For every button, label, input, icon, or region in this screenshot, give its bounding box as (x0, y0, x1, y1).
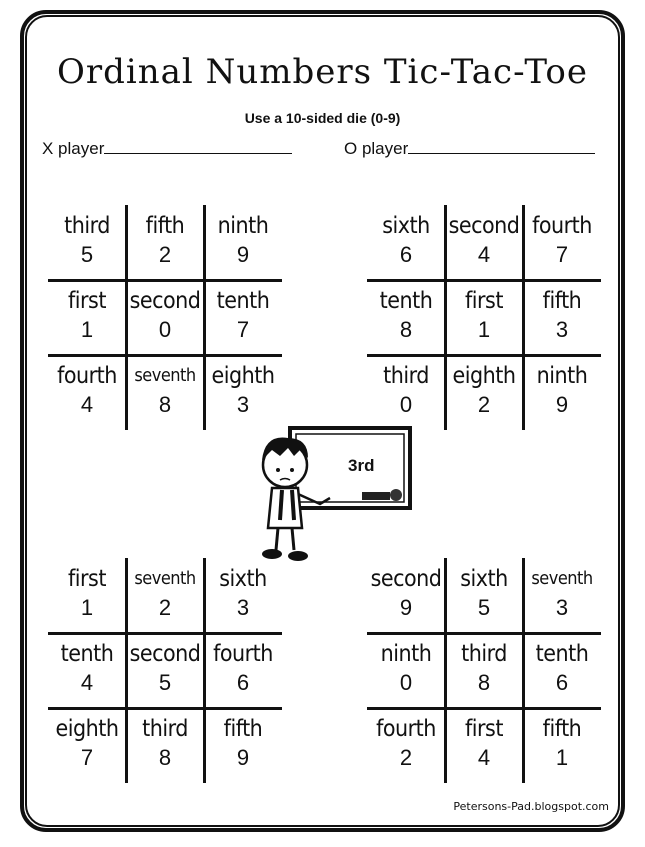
die-number: 0 (399, 392, 413, 417)
page-subtitle: Use a 10-sided die (0-9) (244, 110, 401, 126)
ordinal-word: sixth (219, 566, 267, 592)
ordinal-word: ninth (536, 363, 588, 389)
die-number: 3 (555, 595, 569, 620)
board-cell[interactable] (367, 280, 445, 355)
x-player-field[interactable] (42, 136, 292, 159)
die-number: 0 (399, 670, 413, 695)
ordinal-word: fourth (57, 363, 117, 389)
die-number: 8 (399, 317, 413, 342)
board-cell[interactable] (523, 205, 601, 280)
board-cell[interactable] (523, 633, 601, 708)
board-cell[interactable] (367, 355, 445, 430)
board-cell[interactable] (367, 633, 445, 708)
die-number: 4 (477, 242, 491, 267)
tic-tac-toe-board-2 (367, 205, 601, 430)
ordinal-word: first (68, 288, 106, 314)
ordinal-word: fourth (213, 641, 273, 667)
page-title: Ordinal Numbers Tic-Tac-Toe (56, 52, 589, 92)
die-number: 6 (236, 670, 250, 695)
die-number: 9 (236, 745, 250, 770)
chalkboard-text: 3rd (348, 456, 375, 475)
board-cell[interactable] (48, 708, 126, 783)
tic-tac-toe-board-3 (48, 558, 282, 783)
die-number: 8 (158, 745, 172, 770)
die-number: 5 (158, 670, 172, 695)
die-number: 7 (555, 242, 569, 267)
board-cell[interactable] (204, 205, 282, 280)
boy-at-chalkboard-illustration (250, 420, 420, 570)
ordinal-word: seventh (134, 365, 196, 386)
die-number: 4 (477, 745, 491, 770)
board-cell[interactable] (48, 355, 126, 430)
o-player-field[interactable] (344, 136, 595, 159)
ordinal-word: tenth (216, 288, 270, 314)
tic-tac-toe-board-1 (48, 205, 282, 430)
board-cell[interactable] (126, 205, 204, 280)
ordinal-word: first (465, 716, 503, 742)
die-number: 1 (80, 317, 94, 342)
die-number: 2 (477, 392, 491, 417)
o-player-blank-line[interactable] (408, 136, 595, 154)
ordinal-word: seventh (134, 568, 196, 589)
ordinal-word: third (461, 641, 507, 667)
board-cell[interactable] (445, 280, 523, 355)
board-cell[interactable] (367, 205, 445, 280)
ordinal-word: eighth (55, 716, 119, 742)
die-number: 4 (80, 392, 94, 417)
board-cell[interactable] (523, 558, 601, 633)
ordinal-word: fifth (223, 716, 263, 742)
ordinal-word: fifth (542, 716, 582, 742)
ordinal-word: eighth (452, 363, 516, 389)
tic-tac-toe-board-4 (367, 558, 601, 783)
die-number: 7 (80, 745, 94, 770)
die-number: 6 (399, 242, 413, 267)
board-cell[interactable] (126, 558, 204, 633)
board-cell[interactable] (445, 205, 523, 280)
die-number: 1 (555, 745, 569, 770)
board-cell[interactable] (126, 355, 204, 430)
ordinal-word: eighth (211, 363, 275, 389)
ordinal-word: ninth (380, 641, 432, 667)
ordinal-word: first (68, 566, 106, 592)
die-number: 7 (236, 317, 250, 342)
board-cell[interactable] (204, 708, 282, 783)
die-number: 2 (399, 745, 413, 770)
footer-credit: Petersons-Pad.blogspot.com (453, 800, 609, 813)
board-cell[interactable] (523, 708, 601, 783)
ordinal-word: second (370, 566, 442, 592)
die-number: 8 (158, 392, 172, 417)
board-cell[interactable] (48, 205, 126, 280)
ordinal-word: third (383, 363, 429, 389)
board-cell[interactable] (48, 280, 126, 355)
x-player-label: X player (42, 139, 105, 158)
die-number: 9 (399, 595, 413, 620)
die-number: 2 (158, 242, 172, 267)
o-player-label: O player (344, 139, 409, 158)
ordinal-word: second (129, 641, 201, 667)
die-number: 5 (477, 595, 491, 620)
ordinal-word: sixth (382, 213, 430, 239)
board-cell[interactable] (126, 280, 204, 355)
x-player-blank-line[interactable] (104, 136, 292, 154)
ordinal-word: second (448, 213, 520, 239)
ordinal-word: fourth (532, 213, 592, 239)
die-number: 5 (80, 242, 94, 267)
die-number: 6 (555, 670, 569, 695)
board-cell[interactable] (367, 708, 445, 783)
ordinal-word: ninth (217, 213, 269, 239)
ordinal-word: third (142, 716, 188, 742)
die-number: 1 (80, 595, 94, 620)
ordinal-word: seventh (531, 568, 593, 589)
die-number: 9 (236, 242, 250, 267)
board-cell[interactable] (204, 355, 282, 430)
board-cell[interactable] (523, 355, 601, 430)
ordinal-word: fifth (542, 288, 582, 314)
ordinal-word: first (465, 288, 503, 314)
board-cell[interactable] (126, 633, 204, 708)
board-cell[interactable] (445, 708, 523, 783)
die-number: 1 (477, 317, 491, 342)
ordinal-word: sixth (460, 566, 508, 592)
ordinal-word: tenth (535, 641, 589, 667)
ordinal-word: third (64, 213, 110, 239)
die-number: 9 (555, 392, 569, 417)
die-number: 4 (80, 670, 94, 695)
die-number: 3 (555, 317, 569, 342)
die-number: 3 (236, 392, 250, 417)
board-cell[interactable] (204, 280, 282, 355)
ordinal-word: tenth (60, 641, 114, 667)
board-cell[interactable] (126, 708, 204, 783)
die-number: 0 (158, 317, 172, 342)
ordinal-word: tenth (379, 288, 433, 314)
board-cell[interactable] (48, 558, 126, 633)
board-cell[interactable] (204, 633, 282, 708)
illustration-svg (250, 420, 420, 570)
board-cell[interactable] (445, 633, 523, 708)
ordinal-word: fourth (376, 716, 436, 742)
board-cell[interactable] (445, 558, 523, 633)
die-number: 3 (236, 595, 250, 620)
board-cell[interactable] (445, 355, 523, 430)
ordinal-word: fifth (145, 213, 185, 239)
board-cell[interactable] (48, 633, 126, 708)
die-number: 8 (477, 670, 491, 695)
ordinal-word: second (129, 288, 201, 314)
board-cell[interactable] (523, 280, 601, 355)
die-number: 2 (158, 595, 172, 620)
